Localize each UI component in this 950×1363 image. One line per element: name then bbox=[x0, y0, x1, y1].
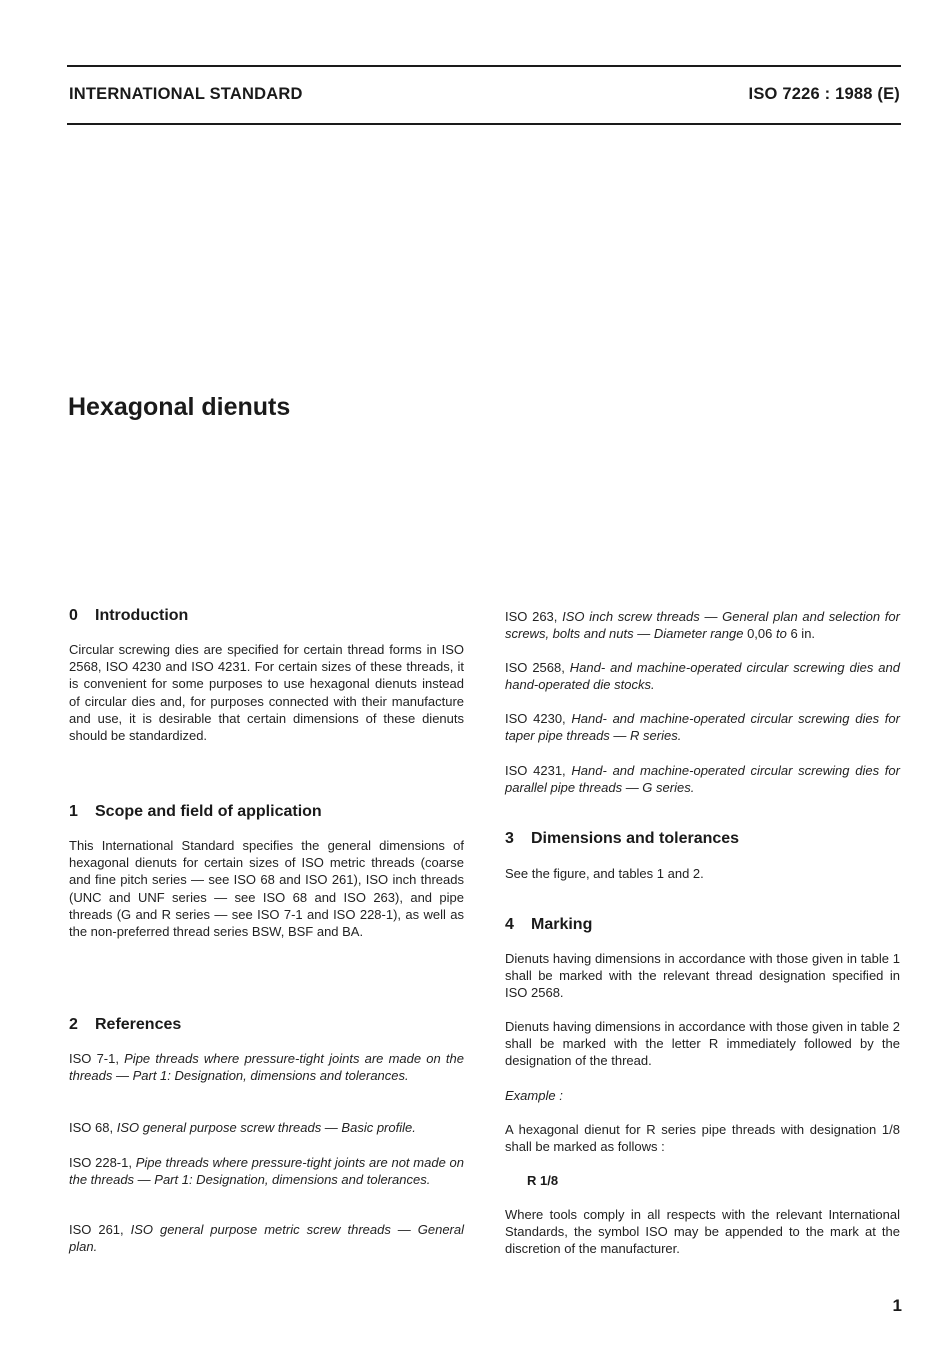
reference-title: ISO general purpose metric screw threads — General plan. bbox=[69, 1222, 464, 1255]
dimensions-paragraph: See the figure, and tables 1 and 2. bbox=[505, 866, 704, 881]
section-number: 1 bbox=[69, 803, 78, 820]
reference-code: ISO 4231, bbox=[505, 763, 566, 778]
reference-item bbox=[69, 1050, 464, 1084]
header-document-id: ISO 7226 : 1988 (E) bbox=[748, 85, 900, 103]
reference-item bbox=[505, 608, 900, 642]
section-heading-introduction bbox=[69, 607, 188, 625]
header-bottom-rule bbox=[67, 123, 901, 125]
reference-code: ISO 228-1, bbox=[69, 1155, 132, 1170]
section-heading-references bbox=[69, 1016, 181, 1034]
section-title: Introduction bbox=[95, 607, 189, 624]
section-heading-marking bbox=[505, 916, 592, 934]
section-title: Dimensions and tolerances bbox=[531, 830, 740, 847]
marking-paragraph-4: Where tools comply in all respects with the relevant International Standards, the symbol ISO may be appended to the mark at the discretion of the manufacturer. bbox=[505, 1207, 900, 1257]
reference-range-end: 6 in. bbox=[790, 626, 816, 642]
reference-code: ISO 4230, bbox=[505, 711, 566, 726]
section-number: 0 bbox=[69, 607, 78, 624]
section-title: References bbox=[95, 1016, 182, 1033]
reference-item bbox=[505, 659, 900, 693]
section-heading-dimensions bbox=[505, 830, 739, 848]
page-number: 1 bbox=[892, 1296, 902, 1315]
section-number: 2 bbox=[69, 1016, 78, 1033]
reference-item bbox=[69, 1221, 464, 1255]
reference-code: ISO 263, bbox=[505, 609, 558, 624]
page-title: Hexagonal dienuts bbox=[68, 393, 291, 421]
reference-range-start: 0,06 bbox=[747, 626, 773, 642]
section-number: 3 bbox=[505, 830, 514, 847]
reference-range-word: to bbox=[776, 626, 787, 642]
header-standard-label: INTERNATIONAL STANDARD bbox=[69, 85, 303, 103]
reference-title: Hand- and machine-operated circular screwing dies for parallel pipe threads — G series. bbox=[505, 763, 900, 796]
introduction-paragraph: Circular screwing dies are specified for certain thread forms in ISO 2568, ISO 4230 and ISO 4231. For certain sizes of these threads, it is convenient for some purposes to use hexagonal dienuts instead of circular dies and, for purposes connected with their manufacture and use, it is desirable that certain dimensions of these dienuts should be standardized. bbox=[69, 642, 464, 744]
reference-item bbox=[505, 710, 900, 744]
header-top-rule bbox=[67, 65, 901, 67]
reference-title: ISO inch screw threads — General plan and selection for screws, bolts and nuts — Diameter range bbox=[505, 609, 900, 642]
reference-item bbox=[69, 1154, 464, 1188]
reference-item bbox=[505, 762, 900, 796]
reference-code: ISO 7-1, bbox=[69, 1051, 119, 1066]
reference-item bbox=[69, 1119, 464, 1136]
reference-title: Pipe threads where pressure-tight joints are not made on the threads — Part 1: Designation, dimensions and tolerances. bbox=[69, 1155, 464, 1188]
marking-code-example: R 1/8 bbox=[527, 1173, 559, 1188]
reference-code: ISO 2568, bbox=[505, 660, 565, 675]
section-heading-scope bbox=[69, 803, 322, 821]
reference-code: ISO 68, bbox=[69, 1120, 114, 1135]
marking-paragraph-3: A hexagonal dienut for R series pipe threads with designation 1/8 shall be marked as follows : bbox=[505, 1122, 900, 1155]
marking-paragraph-2: Dienuts having dimensions in accordance with those given in table 2 shall be marked with the letter R immediately followed by the designation of the thread. bbox=[505, 1019, 900, 1069]
reference-title: Pipe threads where pressure-tight joints are made on the threads — Part 1: Designation, dimensions and tolerances. bbox=[69, 1051, 464, 1084]
example-label: Example : bbox=[505, 1088, 563, 1103]
marking-paragraph-1: Dienuts having dimensions in accordance with those given in table 1 shall be marked with the relevant thread designation specified in ISO 2568. bbox=[505, 951, 900, 1001]
reference-title: ISO general purpose screw threads — Basic profile. bbox=[116, 1120, 416, 1135]
section-title: Scope and field of application bbox=[95, 803, 322, 820]
section-number: 4 bbox=[505, 916, 514, 933]
reference-title: Hand- and machine-operated circular screwing dies and hand-operated die stocks. bbox=[505, 660, 900, 693]
reference-title: Hand- and machine-operated circular screwing dies for taper pipe threads — R series. bbox=[505, 711, 900, 744]
reference-code: ISO 261, bbox=[69, 1222, 124, 1237]
section-title: Marking bbox=[531, 916, 593, 933]
scope-paragraph: This International Standard specifies the general dimensions of hexagonal dienuts for certain sizes of ISO metric threads (coarse and fine pitch series — see ISO 68 and ISO 261), ISO inch threads (UNC and UNF series — see ISO 68 and ISO 263), and pipe threads (G and R series — see ISO 7-1 and ISO 228-1), as well as the non-preferred thread series BSW, BSF and BA. bbox=[69, 838, 464, 940]
